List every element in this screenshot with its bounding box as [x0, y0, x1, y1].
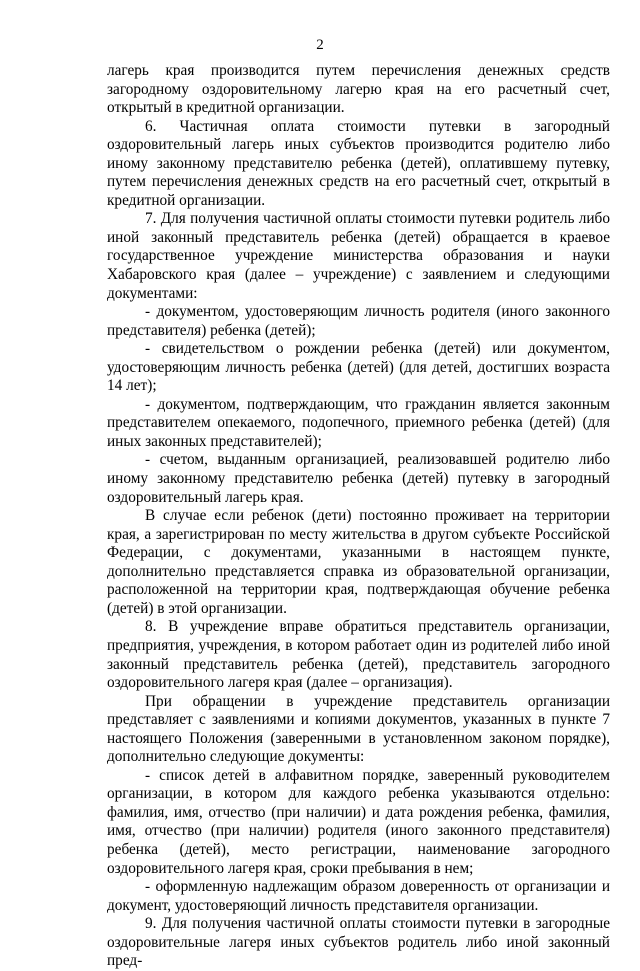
list-item-invoice: - счетом, выданным организацией, реализовавшей родителю либо иному законному представителю ребенка (детей) путевку в загородный оздоровительный лагерь края. [107, 451, 610, 506]
paragraph-continuation: лагерь края производится путем перечисления денежных средств загородному оздоровительному лагерю края на его расчетный счет, открытый в кредитной организации. [107, 62, 610, 117]
page-number: 2 [316, 37, 324, 53]
list-item-identity-document: - документом, удостоверяющим личность родителя (иного законного представителя) ребенка (детей); [107, 303, 610, 339]
paragraph-organization-documents: При обращении в учреждение представитель организации представляет с заявлениями и копиями документов, указанных в пункте 7 настоящего Положения (заверенными в установленном законом порядке), дополнительно следующие документы: [107, 692, 610, 766]
list-item-power-of-attorney: - оформленную надлежащим образом доверенность от организации и документ, удостоверяющий личность представителя организации. [107, 878, 610, 914]
list-item-guardian-document: - документом, подтверждающим, что гражданин является законным представителем опекаемого, подопечного, приемного ребенка (детей) (для иных законных представителей); [107, 395, 610, 450]
list-item-children-list: - список детей в алфавитном порядке, заверенный руководителем организации, в котором для каждого ребенка указываются отдельно: фамилия, имя, отчество (при наличии) и дата рождения ребенка, фамилия, имя, отчество (при наличии) родителя (иного законного представителя) ребенка (детей), место регистрации, наименование загородного оздоровительного лагеря края, сроки пребывания в нем; [107, 766, 610, 877]
paragraph-item-8: 8. В учреждение вправе обратиться представитель организации, предприятия, учреждения, в котором работает один из родителей либо иной законный представитель ребенка (детей), представитель загородного оздоровительного лагеря края (далее – организация). [107, 618, 610, 692]
paragraph-item-7: 7. Для получения частичной оплаты стоимости путевки родитель либо иной законный представитель ребенка (детей) обращается в краевое государственное учреждение министерства образования и науки Хабаровского края (далее – учреждение) с заявлением и следующими документами: [107, 210, 610, 302]
document-body [107, 62, 610, 971]
paragraph-item-6: 6. Частичная оплата стоимости путевки в загородный оздоровительный лагерь иных субъектов производится родителю либо иному законному представителю ребенка (детей), оплатившему путевку, путем перечисления денежных средств на его расчетный счет, открытый в кредитной организации. [107, 117, 610, 209]
paragraph-residence-case: В случае если ребенок (дети) постоянно проживает на территории края, а зарегистрирован по месту жительства в другом субъекте Российской Федерации, с документами, указанными в настоящем пункте, дополнительно представляется справка из образовательной организации, расположенной на территории края, подтверждающая обучение ребенка (детей) в этой организации. [107, 507, 610, 617]
list-item-birth-certificate: - свидетельством о рождении ребенка (детей) или документом, удостоверяющим личность ребенка (детей) (для детей, достигших возраста 14 лет); [107, 340, 610, 395]
paragraph-item-9: 9. Для получения частичной оплаты стоимости путевки в загородные оздоровительные лагеря иных субъектов родитель либо иной законный пред- [107, 915, 610, 970]
